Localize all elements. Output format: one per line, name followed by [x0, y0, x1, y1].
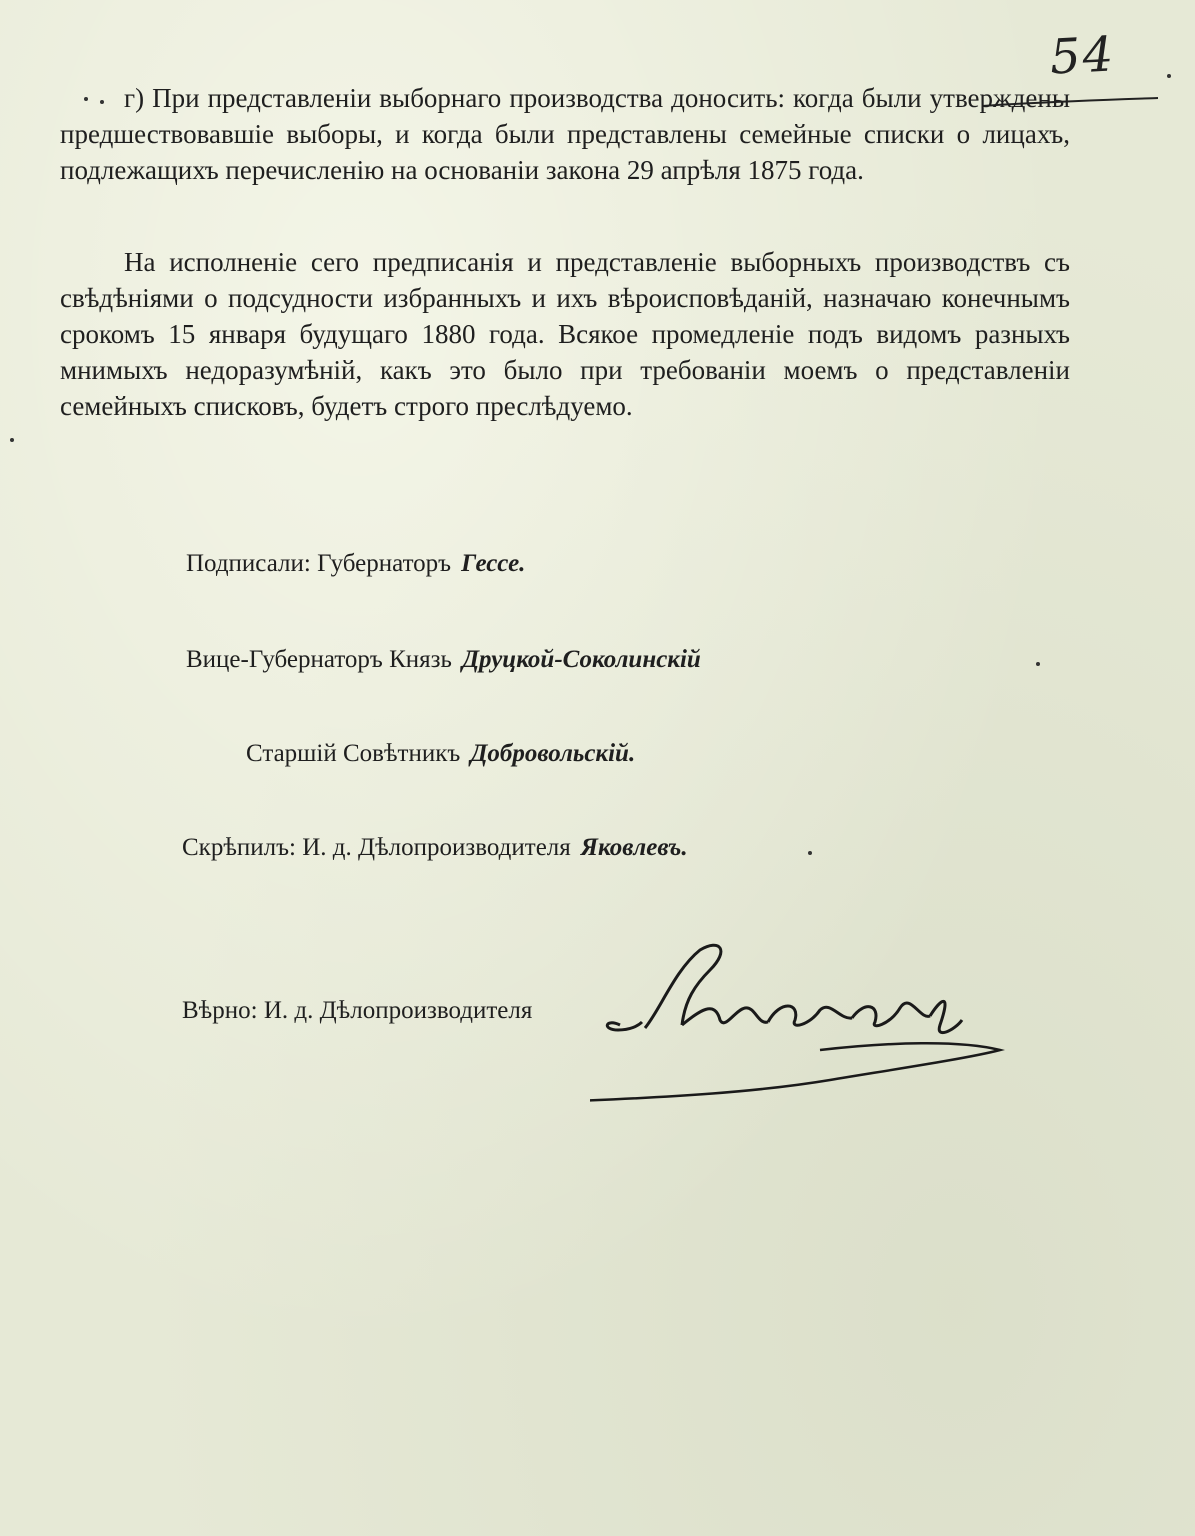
ink-speck [1036, 662, 1040, 666]
signature-line-countersigned [182, 834, 688, 862]
folio-number: 54 [1048, 26, 1117, 86]
ink-speck [100, 100, 104, 104]
signature-label: Скрѣпилъ: И. д. Дѣлопроизводителя [182, 834, 571, 861]
signature-label: Старшій Совѣтникъ [246, 740, 461, 767]
signature-line-senior-councillor [246, 740, 635, 768]
signature-line-vice-governor [186, 646, 701, 674]
attestation-line [182, 997, 532, 1025]
signature-label: Подписали: Губернаторъ [186, 550, 452, 577]
signature-name: Гессе. [461, 550, 526, 577]
ink-speck [1167, 74, 1171, 78]
ink-speck [10, 438, 14, 442]
attestation-label: Вѣрно: И. д. Дѣлопроизводителя [182, 997, 533, 1024]
ink-speck [84, 97, 88, 101]
signature-name: Друцкой-Соколинскій [461, 646, 701, 673]
signature-label: Вице-Губернаторъ Князь [186, 646, 452, 673]
paragraph-g: г) При представленіи выборнаго производства доносить: когда были утверждены предшествовавшіе выборы, и когда были представлены семейные списки о лицахъ, подлежащихъ перечисленію на основаніи закона 29 апрѣля 1875 года. [60, 83, 1070, 185]
signature-name: Яковлевъ. [580, 834, 688, 861]
handwritten-signature [590, 930, 1020, 1110]
signature-line-governor [186, 550, 525, 578]
signature-name: Добровольскій. [470, 740, 636, 767]
paragraph-deadline: На исполненіе сего предписанія и представленіе выборныхъ производствъ съ свѣдѣніями о подсудности избранныхъ и ихъ вѣроисповѣданій, назначаю конечнымъ срокомъ 15 января будущаго 1880 года. Всякое промедленіе подъ видомъ разныхъ мнимыхъ недоразумѣній, какъ это было при требованіи моемъ о представленіи семейныхъ списковъ, будетъ строго преслѣдуемо. [60, 247, 1070, 421]
ink-speck [808, 851, 812, 855]
